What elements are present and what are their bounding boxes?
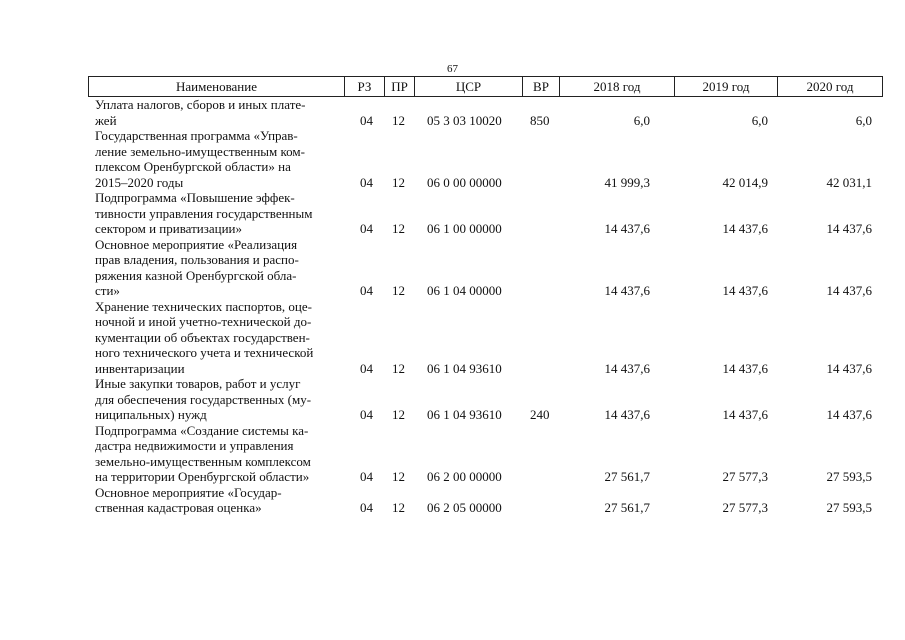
header-name: Наименование [88, 77, 345, 96]
cell-csr: 06 1 04 93610 [427, 407, 502, 422]
page-number: 67 [447, 63, 458, 75]
cell-2019: 42 014,9 [722, 174, 768, 190]
row-name: Уплата налогов, сборов и иных плате- жей [95, 97, 306, 128]
cell-2020: 14 437,6 [826, 221, 872, 236]
row-name: Хранение технических паспортов, оце- ночной и иной учетно-технической до- кументации об объектах государствен- ного технического учета и технической инвентаризации [95, 298, 314, 376]
cell-2020: 27 593,5 [826, 500, 872, 515]
cell-2020: 6,0 [855, 112, 872, 128]
cell-csr: 06 1 04 00000 [427, 283, 502, 298]
cell-2019: 27 577,3 [722, 500, 768, 515]
cell-2018: 6,0 [633, 112, 650, 128]
cell-2019: 14 437,6 [722, 283, 768, 298]
cell-csr: 06 1 00 00000 [427, 221, 502, 236]
cell-csr: 05 3 03 10020 [427, 112, 502, 128]
cell-rz: 04 [360, 469, 373, 484]
header-rz: РЗ [345, 77, 385, 96]
table-row [88, 237, 883, 299]
cell-2020: 14 437,6 [826, 283, 872, 298]
row-name: Основное мероприятие «Реализация прав владения, пользования и распо- ряжения казной Оренбургской обла- сти» [95, 236, 299, 298]
cell-2020: 42 031,1 [826, 174, 872, 190]
cell-2018: 27 561,7 [604, 500, 650, 515]
cell-rz: 04 [360, 407, 373, 422]
table-row [88, 128, 883, 190]
cell-pr: 12 [392, 360, 405, 376]
cell-2019: 6,0 [751, 112, 768, 128]
cell-2018: 14 437,6 [604, 221, 650, 236]
table-row [88, 190, 883, 237]
cell-csr: 06 0 00 00000 [427, 174, 502, 190]
row-name: Подпрограмма «Повышение эффек- тивности управления государственным сектором и приватизации» [95, 190, 313, 236]
cell-vr: 240 [530, 407, 550, 422]
table-header [88, 76, 883, 97]
header-2020: 2020 год [778, 77, 883, 96]
table-row [88, 299, 883, 377]
cell-vr: 850 [530, 112, 550, 128]
cell-pr: 12 [392, 221, 405, 236]
row-name: Основное мероприятие «Государ- ственная кадастровая оценка» [95, 484, 282, 515]
cell-pr: 12 [392, 500, 405, 515]
header-2019: 2019 год [675, 77, 778, 96]
cell-2019: 14 437,6 [722, 221, 768, 236]
table-row [88, 423, 883, 485]
budget-table [88, 76, 883, 516]
cell-2018: 14 437,6 [604, 283, 650, 298]
cell-pr: 12 [392, 174, 405, 190]
row-name: Подпрограмма «Создание системы ка- дастра недвижимости и управления земельно-имущественным комплексом на территории Оренбургской области» [95, 422, 311, 484]
cell-rz: 04 [360, 500, 373, 515]
header-2018: 2018 год [560, 77, 675, 96]
cell-pr: 12 [392, 407, 405, 422]
row-name: Государственная программа «Управ- ление земельно-имущественным ком- плексом Оренбургской области» на 2015–2020 годы [95, 128, 305, 190]
row-name: Иные закупки товаров, работ и услуг для обеспечения государственных (му- ниципальных) нужд [95, 376, 312, 422]
cell-rz: 04 [360, 283, 373, 298]
table-row [88, 485, 883, 516]
table-row [88, 97, 883, 128]
cell-pr: 12 [392, 469, 405, 484]
cell-2020: 14 437,6 [826, 407, 872, 422]
cell-pr: 12 [392, 112, 405, 128]
cell-2018: 41 999,3 [604, 174, 650, 190]
cell-csr: 06 1 04 93610 [427, 360, 502, 376]
cell-rz: 04 [360, 221, 373, 236]
cell-2019: 14 437,6 [722, 360, 768, 376]
table-body [88, 97, 883, 516]
cell-csr: 06 2 00 00000 [427, 469, 502, 484]
cell-2019: 14 437,6 [722, 407, 768, 422]
header-csr: ЦСР [415, 77, 523, 96]
cell-2018: 14 437,6 [604, 407, 650, 422]
cell-csr: 06 2 05 00000 [427, 500, 502, 515]
table-row [88, 376, 883, 423]
header-vr: ВР [523, 77, 560, 96]
cell-2020: 14 437,6 [826, 360, 872, 376]
cell-rz: 04 [360, 360, 373, 376]
cell-2018: 14 437,6 [604, 360, 650, 376]
header-pr: ПР [385, 77, 415, 96]
cell-rz: 04 [360, 112, 373, 128]
cell-2019: 27 577,3 [722, 469, 768, 484]
cell-pr: 12 [392, 283, 405, 298]
cell-2020: 27 593,5 [826, 469, 872, 484]
cell-rz: 04 [360, 174, 373, 190]
cell-2018: 27 561,7 [604, 469, 650, 484]
